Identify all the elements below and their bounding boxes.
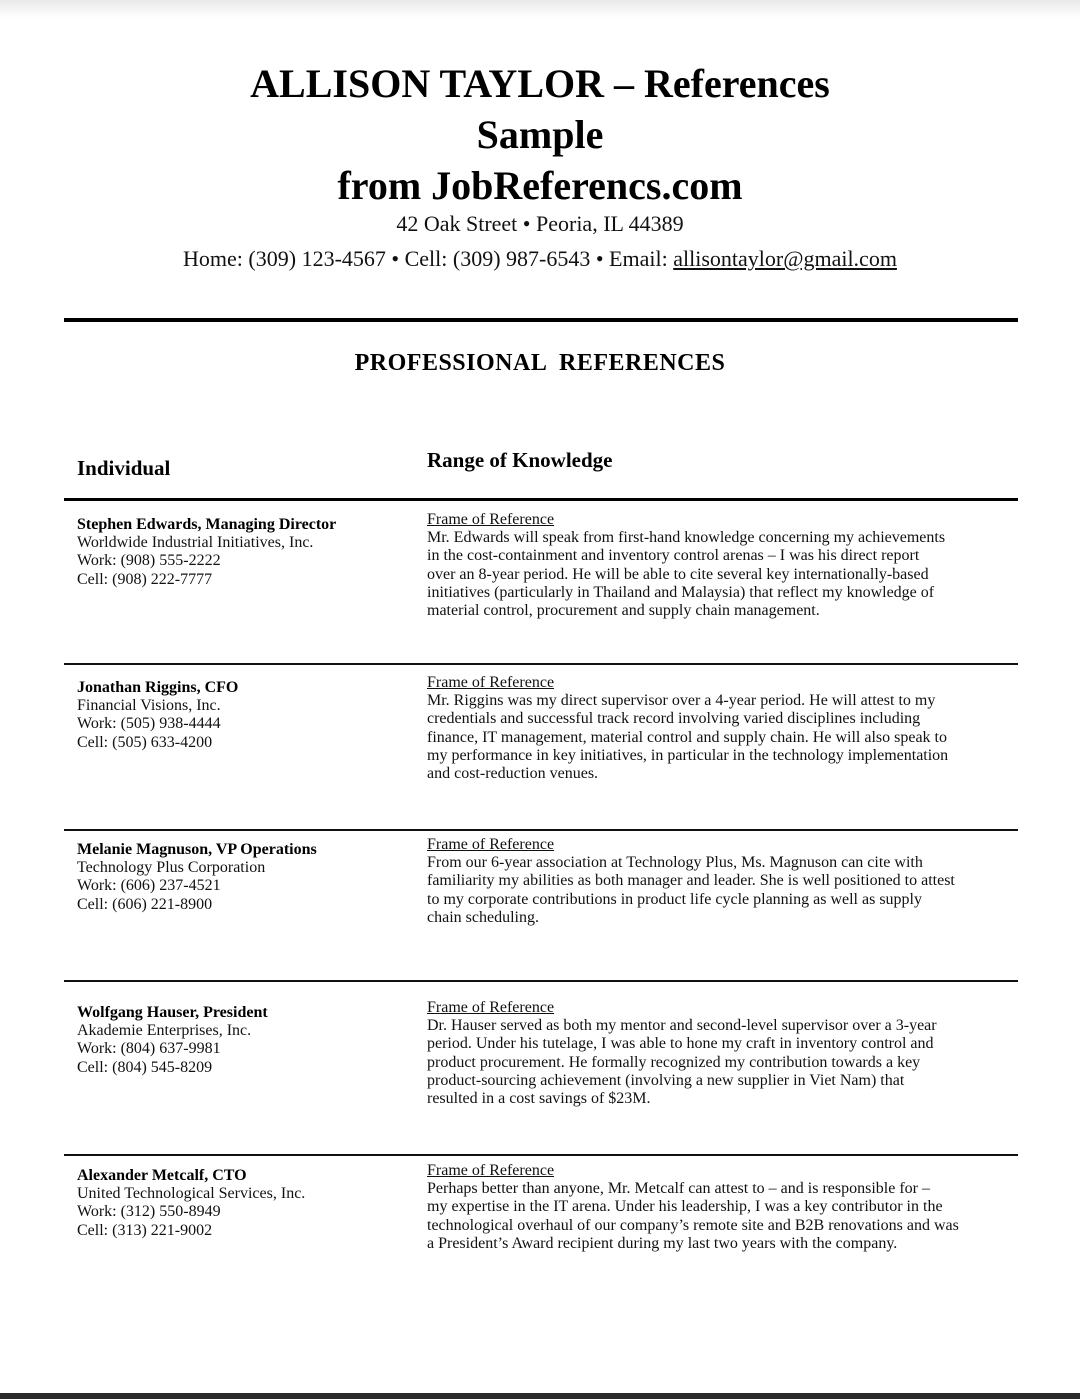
- reference-name: Stephen Edwards, Managing Director: [77, 516, 337, 533]
- knowledge-line: initiatives (particularly in Thailand and Malaysia) that reflect my knowledge of: [427, 583, 935, 601]
- frame-of-reference-label: Frame of Reference: [427, 511, 555, 528]
- reference-cell-phone: Cell: (908) 222-7777: [77, 570, 213, 588]
- title-line-3: from JobReferencs.com: [337, 163, 743, 208]
- top-shadow: [0, 0, 1080, 18]
- knowledge-line: to my corporate contributions in product life cycle planning as well as supply: [427, 890, 922, 908]
- knowledge-line: period. Under his tutelage, I was able to hone my craft in inventory control and: [427, 1035, 934, 1053]
- knowledge-line: material control, procurement and supply chain management.: [427, 602, 820, 620]
- reference-individual: [77, 516, 407, 589]
- row-divider: [64, 663, 1018, 665]
- reference-company: Worldwide Industrial Initiatives, Inc.: [77, 534, 314, 552]
- address-line: 42 Oak Street • Peoria, IL 44389: [396, 211, 684, 236]
- reference-cell-phone: Cell: (505) 633-4200: [77, 733, 213, 751]
- reference-company: Financial Visions, Inc.: [77, 697, 221, 715]
- contact-line: [0, 245, 1080, 273]
- knowledge-line: Mr. Riggins was my direct supervisor over a 4-year period. He will attest to my: [427, 692, 936, 710]
- reference-knowledge: [427, 511, 1012, 620]
- knowledge-line: resulted in a cost savings of $23M.: [427, 1090, 651, 1108]
- knowledge-line: and cost-reduction venues.: [427, 765, 599, 783]
- reference-company: Technology Plus Corporation: [77, 859, 266, 877]
- frame-of-reference-label: Frame of Reference: [427, 1162, 555, 1179]
- knowledge-line: finance, IT management, material control and supply chain. He will also speak to: [427, 728, 947, 746]
- bottom-bar: [0, 1393, 1080, 1399]
- knowledge-line: my expertise in the IT arena. Under his leadership, I was a key contributor in the: [427, 1198, 943, 1216]
- reference-company: Akademie Enterprises, Inc.: [77, 1022, 252, 1040]
- reference-work-phone: Work: (505) 938-4444: [77, 715, 221, 733]
- row-divider: [64, 829, 1018, 831]
- header-divider: [64, 318, 1018, 322]
- reference-work-phone: Work: (606) 237-4521: [77, 877, 221, 895]
- knowledge-line: over an 8-year period. He will be able to cite several key internationally-based: [427, 565, 929, 583]
- reference-cell-phone: Cell: (313) 221-9002: [77, 1221, 213, 1239]
- reference-knowledge: [427, 674, 1012, 783]
- table-header-divider: [64, 498, 1018, 501]
- knowledge-line: Perhaps better than anyone, Mr. Metcalf can attest to – and is responsible for –: [427, 1180, 930, 1198]
- knowledge-line: familiarity my abilities as both manager and leader. She is well positioned to attest: [427, 872, 955, 890]
- reference-individual: [77, 1004, 407, 1077]
- section-title: PROFESSIONAL REFERENCES: [354, 350, 726, 376]
- frame-of-reference-label: Frame of Reference: [427, 674, 555, 691]
- contact-phones: Home: (309) 123-4567 • Cell: (309) 987-6543 • Email:: [183, 246, 674, 271]
- reference-knowledge: [427, 1162, 1012, 1253]
- reference-name: Wolfgang Hauser, President: [77, 1004, 268, 1021]
- reference-individual: [77, 679, 407, 752]
- email-link[interactable]: allisontaylor@gmail.com: [673, 246, 897, 271]
- knowledge-line: credentials and successful track record involving varied disciplines including: [427, 710, 921, 728]
- knowledge-line: my performance in key initiatives, in particular in the technology implementation: [427, 746, 949, 764]
- knowledge-line: Dr. Hauser served as both my mentor and second-level supervisor over a 3-year: [427, 1017, 937, 1035]
- knowledge-line: technological overhaul of our company’s remote site and B2B renovations and was: [427, 1216, 959, 1234]
- knowledge-line: From our 6-year association at Technology Plus, Ms. Magnuson can cite with: [427, 854, 923, 872]
- column-header-individual: Individual: [77, 456, 171, 480]
- knowledge-line: in the cost-containment and inventory control arenas – I was his direct report: [427, 547, 920, 565]
- knowledge-line: product-sourcing achievement (involving a new supplier in Viet Nam) that: [427, 1071, 905, 1089]
- reference-knowledge: [427, 999, 1012, 1108]
- reference-name: Alexander Metcalf, CTO: [77, 1167, 247, 1184]
- row-divider: [64, 1154, 1018, 1156]
- frame-of-reference-label: Frame of Reference: [427, 836, 555, 853]
- column-header-knowledge: Range of Knowledge: [427, 448, 613, 472]
- title-line-2: Sample: [476, 112, 604, 157]
- reference-work-phone: Work: (312) 550-8949: [77, 1203, 221, 1221]
- knowledge-line: product procurement. He formally recognized my contribution towards a key: [427, 1053, 921, 1071]
- reference-name: Jonathan Riggins, CFO: [77, 679, 239, 696]
- knowledge-line: Mr. Edwards will speak from first-hand knowledge concerning my achievements: [427, 529, 946, 547]
- reference-cell-phone: Cell: (804) 545-8209: [77, 1058, 213, 1076]
- reference-individual: [77, 1167, 407, 1240]
- knowledge-line: chain scheduling.: [427, 908, 539, 926]
- row-divider: [64, 980, 1018, 982]
- reference-work-phone: Work: (804) 637-9981: [77, 1040, 221, 1058]
- page-title: [0, 58, 1080, 211]
- reference-individual: [77, 841, 407, 914]
- knowledge-line: a President’s Award recipient during my last two years with the company.: [427, 1234, 898, 1252]
- title-line-1: ALLISON TAYLOR – References: [250, 61, 830, 106]
- reference-company: United Technological Services, Inc.: [77, 1185, 306, 1203]
- reference-work-phone: Work: (908) 555-2222: [77, 552, 221, 570]
- reference-cell-phone: Cell: (606) 221-8900: [77, 895, 213, 913]
- reference-knowledge: [427, 836, 1012, 927]
- reference-name: Melanie Magnuson, VP Operations: [77, 841, 317, 858]
- frame-of-reference-label: Frame of Reference: [427, 999, 555, 1016]
